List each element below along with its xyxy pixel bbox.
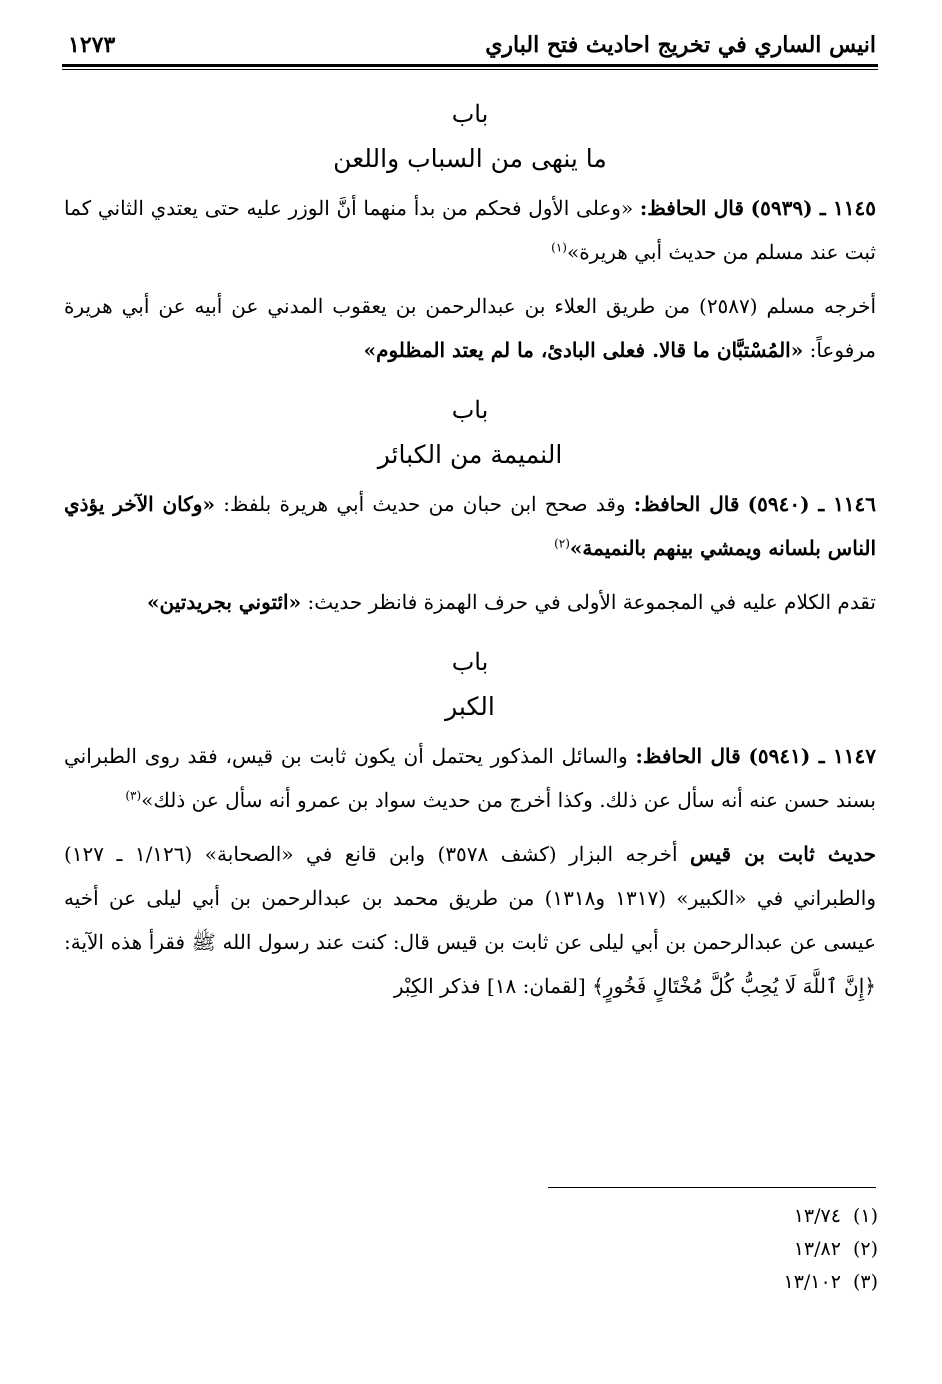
section-bab-label: باب [451, 100, 489, 128]
page-number: ١٢٧٣ [68, 32, 116, 58]
footnote-ref-text: ١٣/١٠٢ [783, 1271, 841, 1293]
header-rule-thin [62, 69, 878, 70]
section-gap [64, 372, 876, 388]
footnote-ref: (١) [551, 240, 567, 255]
commentary-bold: «المُسْتبَّان ما قالا. فعلى البادئ، ما لم يعتد المظلوم» [363, 338, 804, 362]
hadith-quote-bold: «وكان الآخر يؤذي الناس بلسانه ويمشي بينهم بالنميمة» [64, 492, 876, 560]
section-title: الكبر [445, 692, 495, 721]
footnote-ref-text: ١٣/٨٢ [793, 1238, 841, 1260]
commentary-text: تقدم الكلام عليه في المجموعة الأولى في حرف الهمزة فانظر حديث: [307, 590, 876, 614]
footnote-mark: (١) [852, 1205, 878, 1227]
footnote-separator [548, 1187, 876, 1188]
commentary [64, 580, 876, 624]
footnote-ref: (٢) [554, 536, 570, 551]
footnote-mark: (٣) [852, 1271, 878, 1293]
footnote-ref-text: ١٣/٧٤ [793, 1205, 841, 1227]
header-rule-thick [62, 64, 878, 67]
hadith-number: ١١٤٦ ـ (٥٩٤٠) [747, 492, 877, 516]
page-body [64, 92, 876, 1008]
running-header [62, 26, 884, 66]
hadith-number: ١١٤٥ ـ (٥٩٣٩) [750, 196, 877, 220]
section-namima [64, 388, 876, 624]
footnote-item [518, 1200, 878, 1233]
section-bab-label: باب [451, 648, 489, 676]
hadith-entry [64, 734, 876, 822]
section-gap [64, 624, 876, 640]
section-title: النميمة من الكبائر [377, 440, 563, 469]
hadith-number: ١١٤٧ ـ (٥٩٤١) [748, 744, 877, 768]
footnote-mark: (٢) [852, 1238, 878, 1260]
hadith-quote: «وعلى الأول فحكم من بدأ منهما أنَّ الوزر عليه حتى يعتدي الثاني كما ثبت عند مسلم من حديث أبي هريرة» [64, 196, 876, 264]
footnotes [518, 1200, 878, 1299]
commentary-bold-lead: حديث ثابت بن قيس [689, 842, 876, 866]
commentary-bold: «ائتوني بجريدتين» [147, 590, 302, 614]
footnote-ref: (٣) [125, 788, 142, 803]
section-sabab [64, 92, 876, 372]
hadith-quote: والسائل المذكور يحتمل أن يكون ثابت بن قيس، فقد روى الطبراني بسند حسن عنه أنه سأل عن ذلك. وكذا أخرج من حديث سواد بن عمرو أنه سأل عن ذلك» [64, 744, 876, 812]
hadith-speaker: قال الحافظ: [633, 492, 740, 516]
section-kibr [64, 640, 876, 1008]
hadith-quote: وقد صحح ابن حبان من حديث أبي هريرة بلفظ: [223, 492, 626, 516]
commentary-text: أخرجه مسلم (٢٥٨٧) من طريق العلاء بن عبدالرحمن بن يعقوب المدني عن أبيه عن أبي هريرة مرفوعاً: [64, 294, 876, 362]
footnote-item [518, 1233, 878, 1266]
section-bab-label: باب [451, 396, 489, 424]
hadith-speaker: قال الحافظ: [639, 196, 744, 220]
book-title: انيس الساري في تخريج احاديث فتح الباري [485, 32, 876, 58]
hadith-entry [64, 482, 876, 570]
commentary [64, 832, 876, 1008]
hadith-speaker: قال الحافظ: [635, 744, 741, 768]
hadith-entry [64, 186, 876, 274]
section-title: ما ينهى من السباب واللعن [333, 144, 607, 173]
footnote-item [518, 1266, 878, 1299]
commentary-text: أخرجه البزار (كشف ٣٥٧٨) وابن قانع في «الصحابة» (١/١٢٦ ـ ١٢٧) والطبراني في «الكبير» (١٣١٧ و١٣١٨) من طريق محمد بن عبدالرحمن بن أبي ليلى عن أخيه عيسى عن عبدالرحمن بن أبي ليلى عن ثابت بن قيس قال: كنت عند رسول الله ﷺ فقرأ هذه الآية: ﴿إِنَّ ٱللَّهَ لَا يُحِبُّ كُلَّ مُخْتَالٍ فَخُورٍ﴾ [لقمان: ١٨] فذكر الكِبْر [64, 842, 876, 998]
commentary [64, 284, 876, 372]
